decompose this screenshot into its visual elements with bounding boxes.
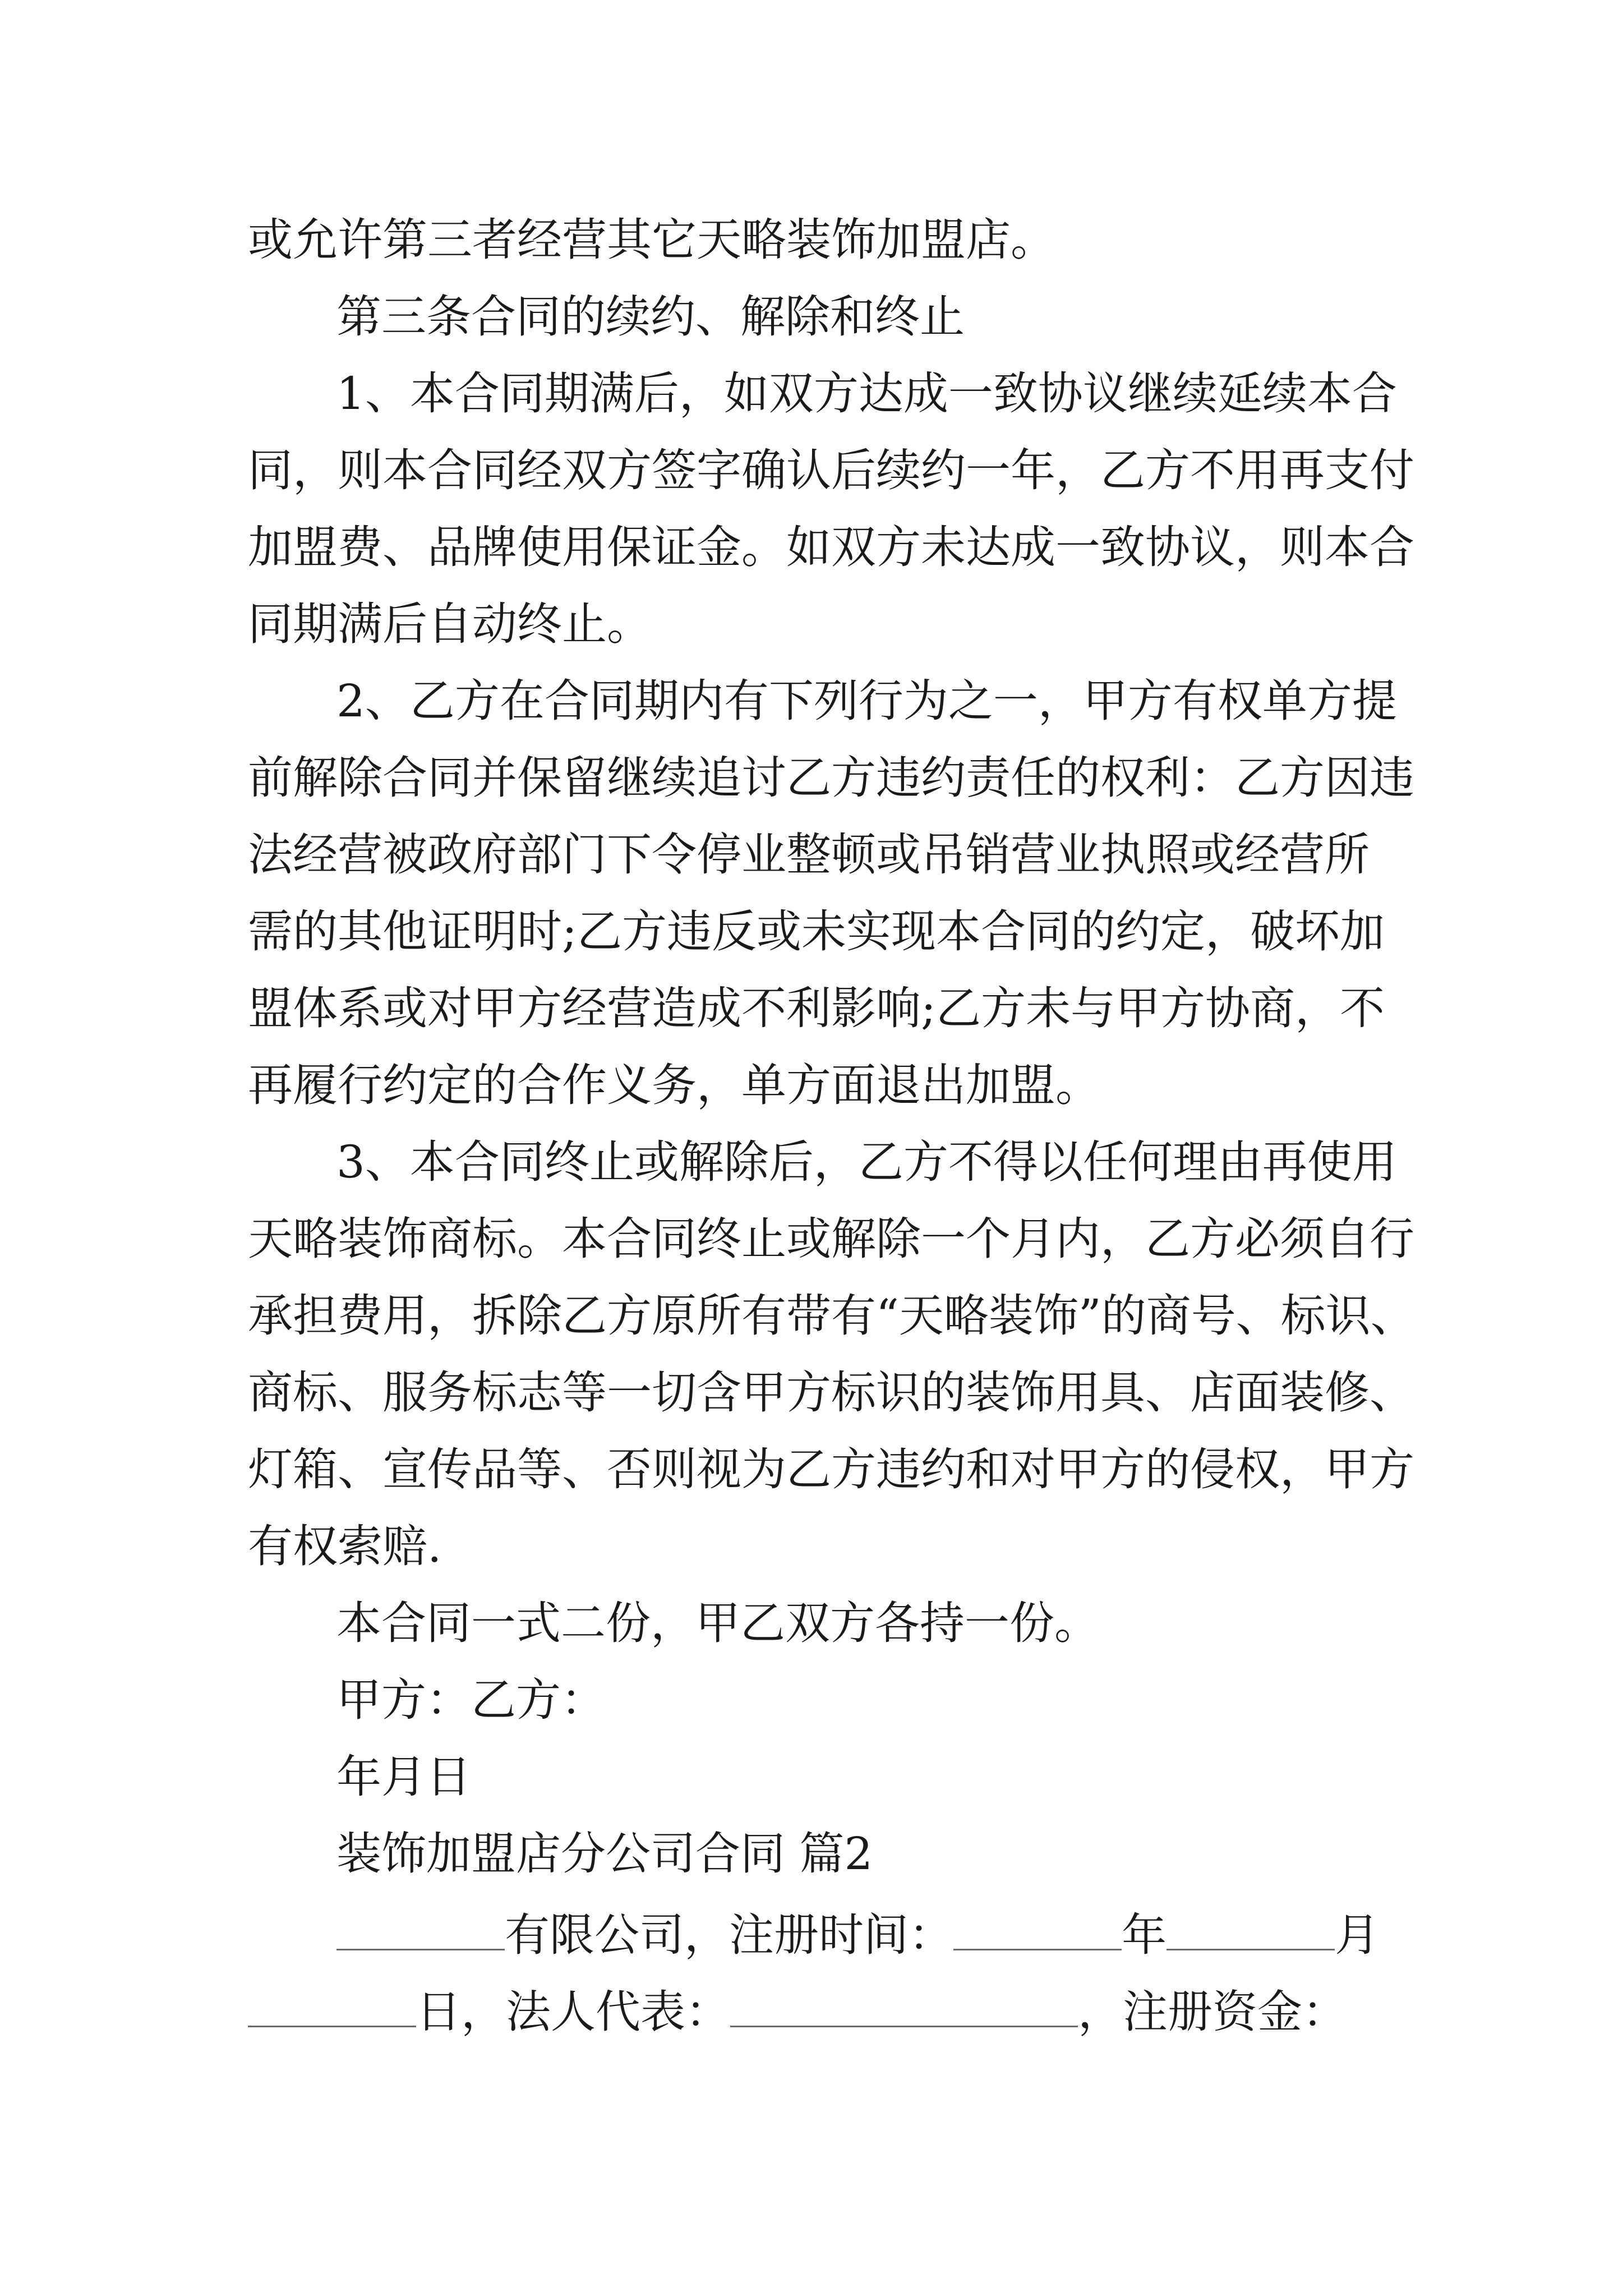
text-line: 承担费用，拆除乙方原所有带有“天略装饰”的商号、标识、 bbox=[248, 1290, 1415, 1342]
text-line: 本合同一式二份，甲乙双方各持一份。 bbox=[336, 1597, 1099, 1649]
text-line: 需的其他证明时;乙方违反或未实现本合同的约定，破坏加 bbox=[248, 905, 1385, 958]
text-line: 同期满后自动终止。 bbox=[248, 598, 652, 650]
text-line: 商标、服务标志等一切含甲方标识的装饰用具、店面装修、 bbox=[248, 1366, 1414, 1419]
company-label: 有限公司，注册时间： bbox=[505, 1909, 953, 1961]
text-line: 灯箱、宣传品等、否则视为乙方违约和对甲方的侵权，甲方 bbox=[248, 1443, 1414, 1496]
text-line: 同，则本合同经双方签字确认后续约一年，乙方不用再支付 bbox=[248, 444, 1414, 496]
section-heading: 第三条合同的续约、解除和终止 bbox=[336, 291, 965, 343]
text-line: 盟体系或对甲方经营造成不利影响;乙方未与甲方协商，不 bbox=[248, 982, 1385, 1034]
text-line: 3、本合同终止或解除后，乙方不得以任何理由再使用 bbox=[336, 1136, 1397, 1188]
legal-rep-blank bbox=[730, 1985, 1078, 2027]
text-line: 1、本合同期满后，如双方达成一致协议继续延续本合 bbox=[336, 367, 1397, 420]
text-line: 2、乙方在合同期内有下列行为之一，甲方有权单方提 bbox=[336, 675, 1397, 727]
signature-parties: 甲方：乙方： bbox=[336, 1674, 606, 1726]
text-line: 或允许第三者经营其它天略装饰加盟店。 bbox=[248, 214, 1055, 266]
text-line: 有权索赔. bbox=[248, 1520, 442, 1572]
text-line: 天略装饰商标。本合同终止或解除一个月内，乙方必须自行 bbox=[248, 1213, 1414, 1265]
company-name-blank bbox=[336, 1908, 505, 1950]
capital-label: ，注册资金： bbox=[1078, 1986, 1347, 2038]
day-label: 日，法人代表： bbox=[416, 1986, 730, 2038]
text-line: 法经营被政府部门下令停业整顿或吊销营业执照或经营所 bbox=[248, 829, 1370, 881]
section-title: 装饰加盟店分公司合同 篇2 bbox=[336, 1828, 873, 1880]
year-label: 年 bbox=[1122, 1909, 1166, 1961]
signature-date: 年月日 bbox=[336, 1751, 471, 1803]
year-blank bbox=[953, 1908, 1122, 1950]
month-label: 月 bbox=[1335, 1909, 1380, 1961]
text-line: 再履行约定的合作义务，单方面退出加盟。 bbox=[248, 1059, 1100, 1111]
form-line-company bbox=[336, 1908, 1380, 1961]
text-line: 加盟费、品牌使用保证金。如双方未达成一致协议，则本合 bbox=[248, 521, 1414, 573]
month-blank bbox=[1166, 1908, 1335, 1950]
day-blank bbox=[248, 1985, 416, 2027]
text-line: 前解除合同并保留继续追讨乙方违约责任的权利：乙方因违 bbox=[248, 752, 1414, 804]
form-line-representative bbox=[248, 1985, 1347, 2038]
